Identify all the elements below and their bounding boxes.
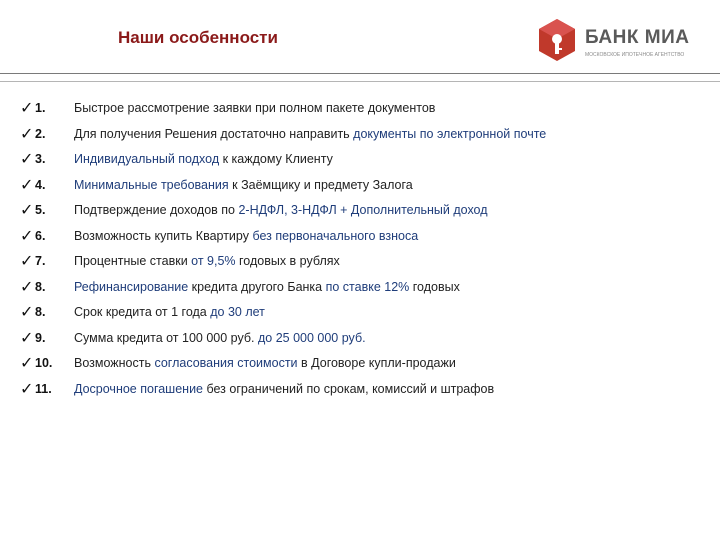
feature-number: 8. [35,305,46,319]
checkmark-icon: ✓ [20,100,34,117]
feature-text [74,305,265,319]
feature-text-segment: без ограничений по срокам, комиссий и штрафов [203,381,495,396]
logo-text: БАНК МИА [585,27,690,48]
checkmark-icon: ✓ [20,253,34,270]
feature-text-segment: годовых [409,279,460,294]
feature-number: 8. [35,279,46,294]
feature-text [74,280,460,294]
feature-text-highlight: Индивидуальный подход [74,152,220,166]
feature-text-segment: Процентные ставки [74,254,192,268]
feature-text-segment: в Договоре купли-продажи [297,356,456,370]
feature-text-highlight: 2-НДФЛ, 3-НДФЛ + Дополнительный доход [238,203,488,217]
feature-item [20,173,710,199]
page-title: Наши особенности [118,28,278,47]
feature-number: 6. [35,228,46,243]
feature-text-segment: годовых в рублях [235,254,340,268]
feature-text-highlight: согласования стоимости [154,356,298,370]
feature-item [20,224,710,250]
feature-number: 2. [35,126,46,141]
feature-number: 1. [35,101,46,115]
feature-number: 7. [35,254,46,268]
feature-item [20,275,710,301]
feature-text [74,254,340,268]
feature-text-highlight: без первоначального взноса [252,228,419,243]
feature-text [74,203,488,217]
feature-number: 11. [35,381,52,396]
feature-number: 4. [35,177,46,192]
feature-item [20,377,710,403]
checkmark-icon: ✓ [20,380,34,398]
checkmark-icon: ✓ [20,329,34,347]
feature-text [74,356,456,370]
checkmark-icon: ✓ [20,278,34,296]
feature-text-highlight: документы по электронной почте [353,126,547,141]
logo-subtitle: МОСКОВСКОЕ ИПОТЕЧНОЕ АГЕНТСТВО [585,52,685,58]
checkmark-icon: ✓ [20,176,34,194]
feature-text-segment: Срок кредита от 1 года [74,305,211,319]
feature-text-highlight: по ставке 12% [325,279,410,294]
features-list [20,96,710,402]
feature-text [74,331,366,345]
feature-text-highlight: до 25 000 000 руб. [257,330,366,345]
feature-number: 5. [35,203,46,217]
feature-text-segment: Подтверждение доходов по [74,203,239,217]
feature-text-segment: к каждому Клиенту [219,152,333,166]
feature-item [20,249,710,275]
house-key-icon [537,17,577,63]
checkmark-icon: ✓ [20,125,34,143]
feature-text-segment: Для получения Решения достаточно направить [74,126,354,141]
feature-text [74,152,333,166]
feature-text-segment: Быстрое рассмотрение заявки при полном пакете документов [74,101,436,115]
checkmark-icon: ✓ [20,151,34,168]
feature-text-segment: к Заёмщику и предмету Залога [228,177,413,192]
checkmark-icon: ✓ [20,227,34,245]
feature-text-highlight: Досрочное погашение [74,381,204,396]
feature-text [74,382,494,396]
feature-text-highlight: от 9,5% [191,254,236,268]
feature-text [74,127,546,141]
feature-item [20,198,710,224]
feature-text-segment: Возможность купить Квартиру [74,228,253,243]
bank-logo [537,17,697,63]
feature-text-highlight: Минимальные требования [74,177,229,192]
feature-text [74,229,418,243]
feature-item [20,326,710,352]
feature-number: 10. [35,356,53,370]
feature-item [20,351,710,377]
checkmark-icon: ✓ [20,202,34,219]
feature-text-highlight: Рефинансирование [74,279,189,294]
feature-number: 9. [35,330,46,345]
feature-number: 3. [35,152,46,166]
feature-text-segment: Возможность [74,356,155,370]
header-divider [0,73,720,82]
feature-item [20,300,710,326]
checkmark-icon: ✓ [20,304,34,321]
feature-text-segment: Сумма кредита от 100 000 руб. [74,330,258,345]
feature-item [20,147,710,173]
feature-text-highlight: до 30 лет [210,305,265,319]
feature-text [74,101,435,115]
feature-text [74,178,413,192]
checkmark-icon: ✓ [20,355,34,372]
feature-item [20,96,710,122]
feature-item [20,122,710,148]
feature-text-segment: кредита другого Банка [188,279,326,294]
